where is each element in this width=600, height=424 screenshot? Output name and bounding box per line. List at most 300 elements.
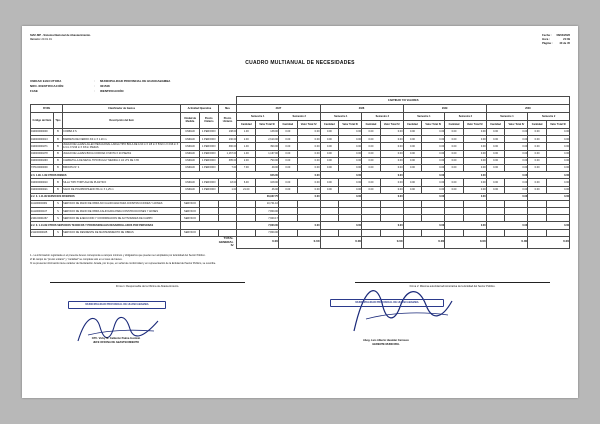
group-total-value: 0.00: [403, 222, 445, 229]
group-total-value: 0.00: [362, 193, 404, 200]
cell-cantidad: 0.00: [403, 128, 422, 135]
cell-cantidad: 0.00: [403, 179, 422, 186]
meta-label-fecha: Fecha :: [542, 34, 552, 37]
cell-mes: 1 PERIODO: [199, 186, 218, 193]
cell-cantidad: 2.00: [237, 136, 256, 143]
cell-valor: 0.00: [463, 179, 486, 186]
cell-valor: [422, 208, 445, 215]
cell-valor: 0.00: [547, 157, 570, 164]
cell-tipo: B: [53, 179, 62, 186]
group-total-value: 0.00: [445, 222, 487, 229]
header-valor-7: Valor Total S/: [505, 120, 528, 128]
cell-cantidad: 0.00: [445, 164, 464, 171]
cell-tipo: B: [53, 164, 62, 171]
group-total-value: 0.00: [486, 222, 528, 229]
cell-valor: 0.00: [422, 128, 445, 135]
cell-unidad: SERVICIO: [181, 215, 200, 222]
table-head-semesters: [31, 112, 570, 120]
cell-tipo: B: [53, 143, 62, 150]
total-value-2: 0.00: [278, 236, 320, 248]
id-value-fase: IDENTIFICACIÓN: [100, 89, 124, 94]
signature-role-right: GERENTE MUNICIPAL: [372, 342, 400, 346]
cell-valor: [380, 229, 403, 236]
header-2028-semestre-1: Semestre 1: [320, 112, 362, 120]
signature-caption-left: Firma 1: Responsable de la Oficina de Abastecimiento.: [115, 284, 180, 288]
header-year-2030: 2030: [486, 104, 569, 112]
cell-valor: [297, 208, 320, 215]
header-clasificador-gastos: Clasificador de Gastos: [63, 104, 181, 112]
cell-valor: [339, 208, 362, 215]
cell-valor: 10,741.10: [256, 200, 279, 207]
group-spacer: [181, 193, 237, 200]
cell-descripcion: SERVICIO DE EJECUCION Y COORDINACION DE ACTIVIDADES DE CAMPO: [63, 215, 181, 222]
signature-text-right: [326, 339, 446, 347]
cell-valor: [297, 200, 320, 207]
stamp-right: [330, 299, 444, 308]
identification-block: [30, 79, 570, 94]
cell-cantidad: [237, 200, 256, 207]
cell-valor: 0.00: [380, 186, 403, 193]
cell-cantidad: 0.00: [445, 186, 464, 193]
cell-valor: 0.00: [463, 136, 486, 143]
cell-valor: 390.00: [256, 143, 279, 150]
group-total-value: 0.00: [320, 222, 362, 229]
cell-cantidad: 0.00: [362, 164, 381, 171]
cell-valor: [547, 208, 570, 215]
table-row: [31, 157, 570, 164]
cell-descripcion: JUEGO DE LLAVES ALLEN HEXAGONAL LARGA TIPO BOLA DE 1/16 in X 1/8 in X 5/32 in X 3/16 in X 1/4 in X 5/16 in X 3/8 in PIEZAS: [63, 143, 181, 150]
cell-cantidad: 0.00: [528, 179, 547, 186]
cell-mes: 1 PERIODO: [199, 164, 218, 171]
cell-valor: 0.00: [422, 136, 445, 143]
cell-tipo: S: [53, 200, 62, 207]
cell-cantidad: 1.00: [237, 150, 256, 157]
cell-cantidad: 0.00: [362, 136, 381, 143]
cell-valor: 7,900.17: [256, 215, 279, 222]
cell-descripcion: SILLA TIPO TORTUGA DE PLASTICO: [63, 179, 181, 186]
cell-unidad: UNIDAD: [181, 136, 200, 143]
cell-codigo: 210100001067: [31, 215, 54, 222]
cell-cantidad: [362, 229, 381, 236]
cell-valor: [422, 200, 445, 207]
cell-valor: 0.00: [422, 186, 445, 193]
cell-cantidad: [528, 229, 547, 236]
cell-cantidad: 0.00: [445, 150, 464, 157]
cell-valor: 108.00: [256, 179, 279, 186]
header-precio-unitario-2: Precio Unitario: [218, 112, 237, 128]
group-total-value: 0.00: [445, 193, 487, 200]
cell-valor: 0.00: [339, 179, 362, 186]
cell-valor: 1,167.00: [256, 150, 279, 157]
id-sep-0: :: [94, 79, 95, 84]
cell-valor: 790.00: [256, 157, 279, 164]
cell-valor: [463, 229, 486, 236]
cell-cantidad: [403, 229, 422, 236]
footnotes: [30, 254, 570, 267]
cell-valor: 0.00: [297, 157, 320, 164]
cell-unidad: UNIDAD: [181, 157, 200, 164]
cell-valor: [297, 229, 320, 236]
cell-mes: [199, 229, 218, 236]
group-total-value: 0.00: [486, 193, 528, 200]
system-name: SIAF-MP - Sistema Nacional de Abastecimiento.: [30, 34, 91, 37]
cell-cantidad: [320, 208, 339, 215]
cell-cantidad: [486, 215, 505, 222]
version-label: Versión:: [30, 37, 41, 41]
cell-valor: [297, 215, 320, 222]
cell-cantidad: 0.00: [320, 143, 339, 150]
cell-cantidad: 6.00: [237, 179, 256, 186]
cell-codigo: 010000000293: [31, 157, 54, 164]
group-total-value: 0.00: [320, 193, 362, 200]
cell-valor: 7,800.00: [256, 208, 279, 215]
header-cantidad-2: Cantidad: [278, 120, 297, 128]
document-meta: [540, 34, 570, 46]
cell-precio: 7.00: [218, 164, 237, 171]
document-header: [30, 34, 570, 46]
cell-precio: [218, 200, 237, 207]
cell-cantidad: 0.00: [528, 150, 547, 157]
cell-valor: 0.00: [380, 164, 403, 171]
cell-cantidad: [528, 200, 547, 207]
table-row: [31, 215, 570, 222]
meta-value-fecha: 08/04/2026: [556, 34, 570, 37]
group-total-value: 0.00: [528, 222, 570, 229]
cell-valor: 0.00: [505, 150, 528, 157]
footnote-3: 3/ La presente información tiene carácter de Declaración Jurada, por lo que, en señal de conformidad y en representación de la Entidad del Sector Público, se suscribe.: [30, 262, 216, 266]
cell-valor: 7,800.00: [256, 229, 279, 236]
cell-cantidad: 0.00: [403, 157, 422, 164]
header-2029-semestre-1: Semestre 1: [403, 112, 445, 120]
header-unidad-medida: Unidad de Medida: [181, 112, 200, 128]
cell-valor: 0.00: [463, 186, 486, 193]
table-row: [31, 200, 570, 207]
cell-tipo: B: [53, 186, 62, 193]
cell-valor: 0.00: [297, 136, 320, 143]
cell-cantidad: 0.00: [320, 164, 339, 171]
cell-cantidad: 0.00: [445, 157, 464, 164]
cell-valor: 0.00: [422, 164, 445, 171]
group-total-value: 7,800.00: [237, 222, 279, 229]
cell-valor: 0.00: [505, 157, 528, 164]
cell-precio: [218, 215, 237, 222]
cell-codigo: 010000000021: [31, 186, 54, 193]
cell-valor: 0.00: [297, 143, 320, 150]
stamp-right-line1: MUNICIPALIDAD PROVINCIAL DE HUANCABAMBA: [355, 301, 419, 305]
cell-tipo: B: [53, 128, 62, 135]
system-info: [30, 34, 91, 42]
cell-unidad: UNIDAD: [181, 179, 200, 186]
cell-valor: 0.00: [547, 186, 570, 193]
cell-cantidad: [486, 208, 505, 215]
table-row: [31, 150, 570, 157]
header-cantidad-7: Cantidad: [486, 120, 505, 128]
header-year-2029: 2029: [403, 104, 486, 112]
id-key-fase: FASE: [30, 89, 38, 94]
header-codigo-item: Código del Item: [31, 112, 54, 128]
cell-cantidad: 0.00: [403, 164, 422, 171]
cell-valor: 0.00: [297, 186, 320, 193]
cell-valor: 0.00: [339, 136, 362, 143]
group-total-value: 0.00: [320, 172, 362, 179]
cell-mes: 1 PERIODO: [199, 150, 218, 157]
footnote-2: 2/ El campo de "precio unitario" y "cantidad" se completa solo en el caso de bienes.: [30, 257, 123, 261]
cell-valor: 49.00: [256, 164, 279, 171]
group-total-value: 0.00: [528, 193, 570, 200]
cell-codigo: 010000000278: [31, 150, 54, 157]
table-row-group: [31, 222, 570, 229]
cell-cantidad: [362, 200, 381, 207]
header-2027-semestre-1: Semestre 1: [237, 112, 279, 120]
cell-descripcion: CARRETILLA DE METAL TIPO BUGGY MEDIDA 4 1/4 LTS DE 3 65: [63, 157, 181, 164]
cell-cantidad: [445, 229, 464, 236]
cell-cantidad: 0.00: [528, 143, 547, 150]
cell-cantidad: [237, 229, 256, 236]
header-valor-6: Valor Total S/: [463, 120, 486, 128]
header-cantidad-6: Cantidad: [445, 120, 464, 128]
cell-valor: 0.00: [297, 128, 320, 135]
cell-cantidad: 0.00: [362, 143, 381, 150]
cell-cantidad: [445, 215, 464, 222]
group-total-value: 0.00: [278, 193, 320, 200]
meta-value-hora: 21:39: [563, 38, 570, 42]
header-valor-1: Valor Total S/: [256, 120, 279, 128]
group-spacer: [181, 222, 237, 229]
cell-cantidad: 0.00: [403, 186, 422, 193]
header-2029-semestre-2: Semestre 2: [445, 112, 487, 120]
cell-cantidad: 21.00: [237, 186, 256, 193]
id-value-nro-identificacion: 301548: [100, 84, 110, 89]
group-total-value: 0.00: [445, 172, 487, 179]
cell-cantidad: [528, 215, 547, 222]
cell-cantidad: [403, 215, 422, 222]
cell-cantidad: 0.00: [528, 128, 547, 135]
group-total-value: 0.00: [486, 172, 528, 179]
cell-valor: 0.00: [297, 150, 320, 157]
cell-valor: 0.00: [339, 128, 362, 135]
cell-mes: [199, 208, 218, 215]
cell-unidad: UNIDAD: [181, 164, 200, 171]
cell-valor: 138.00: [256, 128, 279, 135]
cell-codigo: 737100000000: [31, 164, 54, 171]
cell-unidad: SERVICIO: [181, 229, 200, 236]
cell-cantidad: 0.00: [486, 157, 505, 164]
cell-cantidad: 1.00: [237, 128, 256, 135]
cell-cantidad: 2.00: [237, 157, 256, 164]
cell-mes: 1 PERIODO: [199, 179, 218, 186]
signature-left: [40, 282, 255, 288]
cell-cantidad: 0.00: [528, 186, 547, 193]
cell-valor: 0.00: [380, 136, 403, 143]
cell-cantidad: 0.00: [320, 136, 339, 143]
header-valor-3: Valor Total S/: [339, 120, 362, 128]
cell-valor: [505, 215, 528, 222]
cell-unidad: SERVICIO: [181, 208, 200, 215]
cell-cantidad: [320, 200, 339, 207]
cell-unidad: SERVICIO: [181, 200, 200, 207]
cell-valor: 0.00: [297, 164, 320, 171]
cell-valor: 0.00: [380, 128, 403, 135]
header-2028-semestre-2: Semestre 2: [362, 112, 404, 120]
cell-cantidad: [403, 208, 422, 215]
cell-valor: [505, 229, 528, 236]
cell-valor: [422, 229, 445, 236]
cell-unidad: UNIDAD: [181, 186, 200, 193]
cell-cantidad: [445, 208, 464, 215]
cell-mes: 1 PERIODO: [199, 128, 218, 135]
cell-cantidad: 0.00: [320, 186, 339, 193]
cell-codigo: 111100000107: [31, 208, 54, 215]
header-2027-semestre-2: Semestre 2: [278, 112, 320, 120]
cell-precio: 1.00: [218, 186, 237, 193]
cell-descripcion: SACO DE POLIPROPILENO 65 cm X 1,25 m: [63, 186, 181, 193]
cell-cantidad: [278, 215, 297, 222]
total-label: TOTAL GENERAL S/: [218, 235, 234, 248]
cell-tipo: B: [53, 136, 62, 143]
cell-descripcion: BARRETA DE FIERRO 3/4 in X 1.20 m.: [63, 136, 181, 143]
signature-line-left: [50, 282, 245, 283]
group-code-label: 2.2. 3. 1.14.99 OTROS SERVICIOS TECNICOS Y PROFESIONALES DESARROLLADOS POR PERSONAS: [31, 222, 181, 229]
cell-descripcion: SERVICIO DE MANO DE OBRA NO CALIFICADA PARA CONSTRUCCIONES Y AFINES: [63, 200, 181, 207]
table-head-banner: [31, 96, 570, 104]
cell-tipo: B: [53, 157, 62, 164]
cell-valor: [339, 229, 362, 236]
cell-valor: 0.00: [297, 179, 320, 186]
header-year-2027: 2027: [237, 104, 320, 112]
total-value-4: 0.00: [362, 236, 404, 248]
group-total-value: 0.00: [278, 222, 320, 229]
cell-codigo: 010000000000: [31, 128, 54, 135]
cell-cantidad: [278, 208, 297, 215]
stamp-left: [68, 301, 166, 310]
cell-descripcion: BROCHA Nº 4: [63, 164, 181, 171]
cell-codigo: 111100000081: [31, 200, 54, 207]
total-value-8: 0.00: [528, 236, 570, 248]
header-cantidad-valores: CANTIDAD Y/O VALORES: [237, 96, 570, 104]
table-body: [31, 128, 570, 236]
paper-sheet: [22, 26, 578, 398]
cell-cantidad: 0.00: [403, 150, 422, 157]
cell-valor: 0.00: [422, 157, 445, 164]
header-cantidad-3: Cantidad: [320, 120, 339, 128]
header-valor-2: Valor Total S/: [297, 120, 320, 128]
table-head-groups: [31, 104, 570, 112]
cell-tipo: S: [53, 208, 62, 215]
cell-valor: 0.00: [339, 157, 362, 164]
cell-cantidad: 0.00: [362, 186, 381, 193]
cell-mes: 1 PERIODO: [199, 157, 218, 164]
table-row: [31, 186, 570, 193]
cell-valor: [339, 200, 362, 207]
cell-codigo: 010000000271: [31, 143, 54, 150]
header-descripcion-item: Descripción del Item: [63, 112, 181, 128]
table-row: [31, 208, 570, 215]
page-title: CUADRO MULTIANUAL DE NECESIDADES: [245, 60, 355, 67]
cell-valor: [505, 200, 528, 207]
header-cantidad-4: Cantidad: [362, 120, 381, 128]
cell-valor: 0.00: [505, 179, 528, 186]
cell-cantidad: [320, 229, 339, 236]
group-spacer: [181, 172, 237, 179]
cell-cantidad: 0.00: [362, 150, 381, 157]
cell-cantidad: 0.00: [486, 143, 505, 150]
cell-cantidad: 0.00: [486, 186, 505, 193]
cell-cantidad: 0.00: [320, 150, 339, 157]
cell-cantidad: 0.00: [278, 164, 297, 171]
cell-valor: [463, 200, 486, 207]
cell-cantidad: 0.00: [486, 128, 505, 135]
cell-cantidad: 0.00: [486, 164, 505, 171]
cell-tipo: S: [53, 215, 62, 222]
cell-valor: 0.00: [547, 128, 570, 135]
table-row: [31, 164, 570, 171]
version-value: 20.01.01: [41, 37, 52, 41]
group-total-value: 36,937.75: [237, 193, 279, 200]
cell-cantidad: 0.00: [320, 157, 339, 164]
cell-valor: [380, 215, 403, 222]
cell-cantidad: 0.00: [278, 179, 297, 186]
table-row: [31, 229, 570, 236]
stamp-left-line1: MUNICIPALIDAD PROVINCIAL DE HUANCABAMBA: [85, 303, 149, 307]
header-actividad-operativa: Actividad Operativa: [181, 104, 219, 112]
table-row-group: [31, 193, 570, 200]
table-row: [31, 179, 570, 186]
group-total-value: 0.00: [403, 172, 445, 179]
header-precio-unitario: Precio Unitario: [199, 112, 218, 128]
cell-unidad: UNIDAD: [181, 143, 200, 150]
signature-area: [30, 282, 570, 288]
cell-valor: 0.00: [463, 128, 486, 135]
cell-cantidad: 0.00: [486, 136, 505, 143]
cell-cantidad: [486, 229, 505, 236]
cell-cantidad: 0.00: [445, 143, 464, 150]
cell-cantidad: 0.00: [486, 179, 505, 186]
cell-valor: [463, 208, 486, 215]
signature-role-left: JEFE OFICINA DE ABASTECIMIENTO: [92, 340, 140, 344]
cell-precio: 18.00: [218, 179, 237, 186]
cell-descripcion: SERVICIO DE MANO DE OBRA CALIFICADA PARA CONSTRUCCIONES Y AFINES: [63, 208, 181, 215]
cell-valor: 2,610.00: [256, 136, 279, 143]
cell-valor: [505, 208, 528, 215]
cell-cantidad: 0.00: [445, 179, 464, 186]
cell-codigo: 211100000025: [31, 229, 54, 236]
total-value: 0.00: [237, 236, 279, 248]
meta-label-pagina: Página :: [542, 42, 553, 46]
cell-valor: 0.00: [505, 164, 528, 171]
cell-tipo: B: [53, 150, 62, 157]
cell-descripcion: JUEGO DE LLAVES BOCA CORONA O MIXTA X 20 PIEZAS: [63, 150, 181, 157]
cell-valor: 0.00: [547, 143, 570, 150]
cell-precio: 395.00: [218, 157, 237, 164]
footnote-1: 1.- La información registrada en el presente Anexo corresponde a campos mínimos y obligatorios que pueden ser ampliados por la Entidad del Sector Público.: [30, 253, 206, 257]
cell-tipo: S: [53, 229, 62, 236]
header-valor-4: Valor Total S/: [380, 120, 403, 128]
cell-precio: 1,167.00: [218, 150, 237, 157]
cell-valor: 0.00: [547, 179, 570, 186]
cell-valor: [547, 200, 570, 207]
cell-cantidad: [278, 200, 297, 207]
cell-cantidad: 0.00: [403, 136, 422, 143]
cell-valor: 0.00: [422, 150, 445, 157]
id-value-unidad-ejecutora: MUNICIPALIDAD PROVINCIAL DE HUANCABAMBA: [100, 79, 171, 84]
cell-cantidad: [403, 200, 422, 207]
cell-valor: [380, 200, 403, 207]
group-total-value: 846.00: [237, 172, 279, 179]
cell-cantidad: 0.00: [278, 150, 297, 157]
cell-cantidad: 0.00: [445, 128, 464, 135]
cell-valor: [339, 215, 362, 222]
cell-valor: [547, 215, 570, 222]
